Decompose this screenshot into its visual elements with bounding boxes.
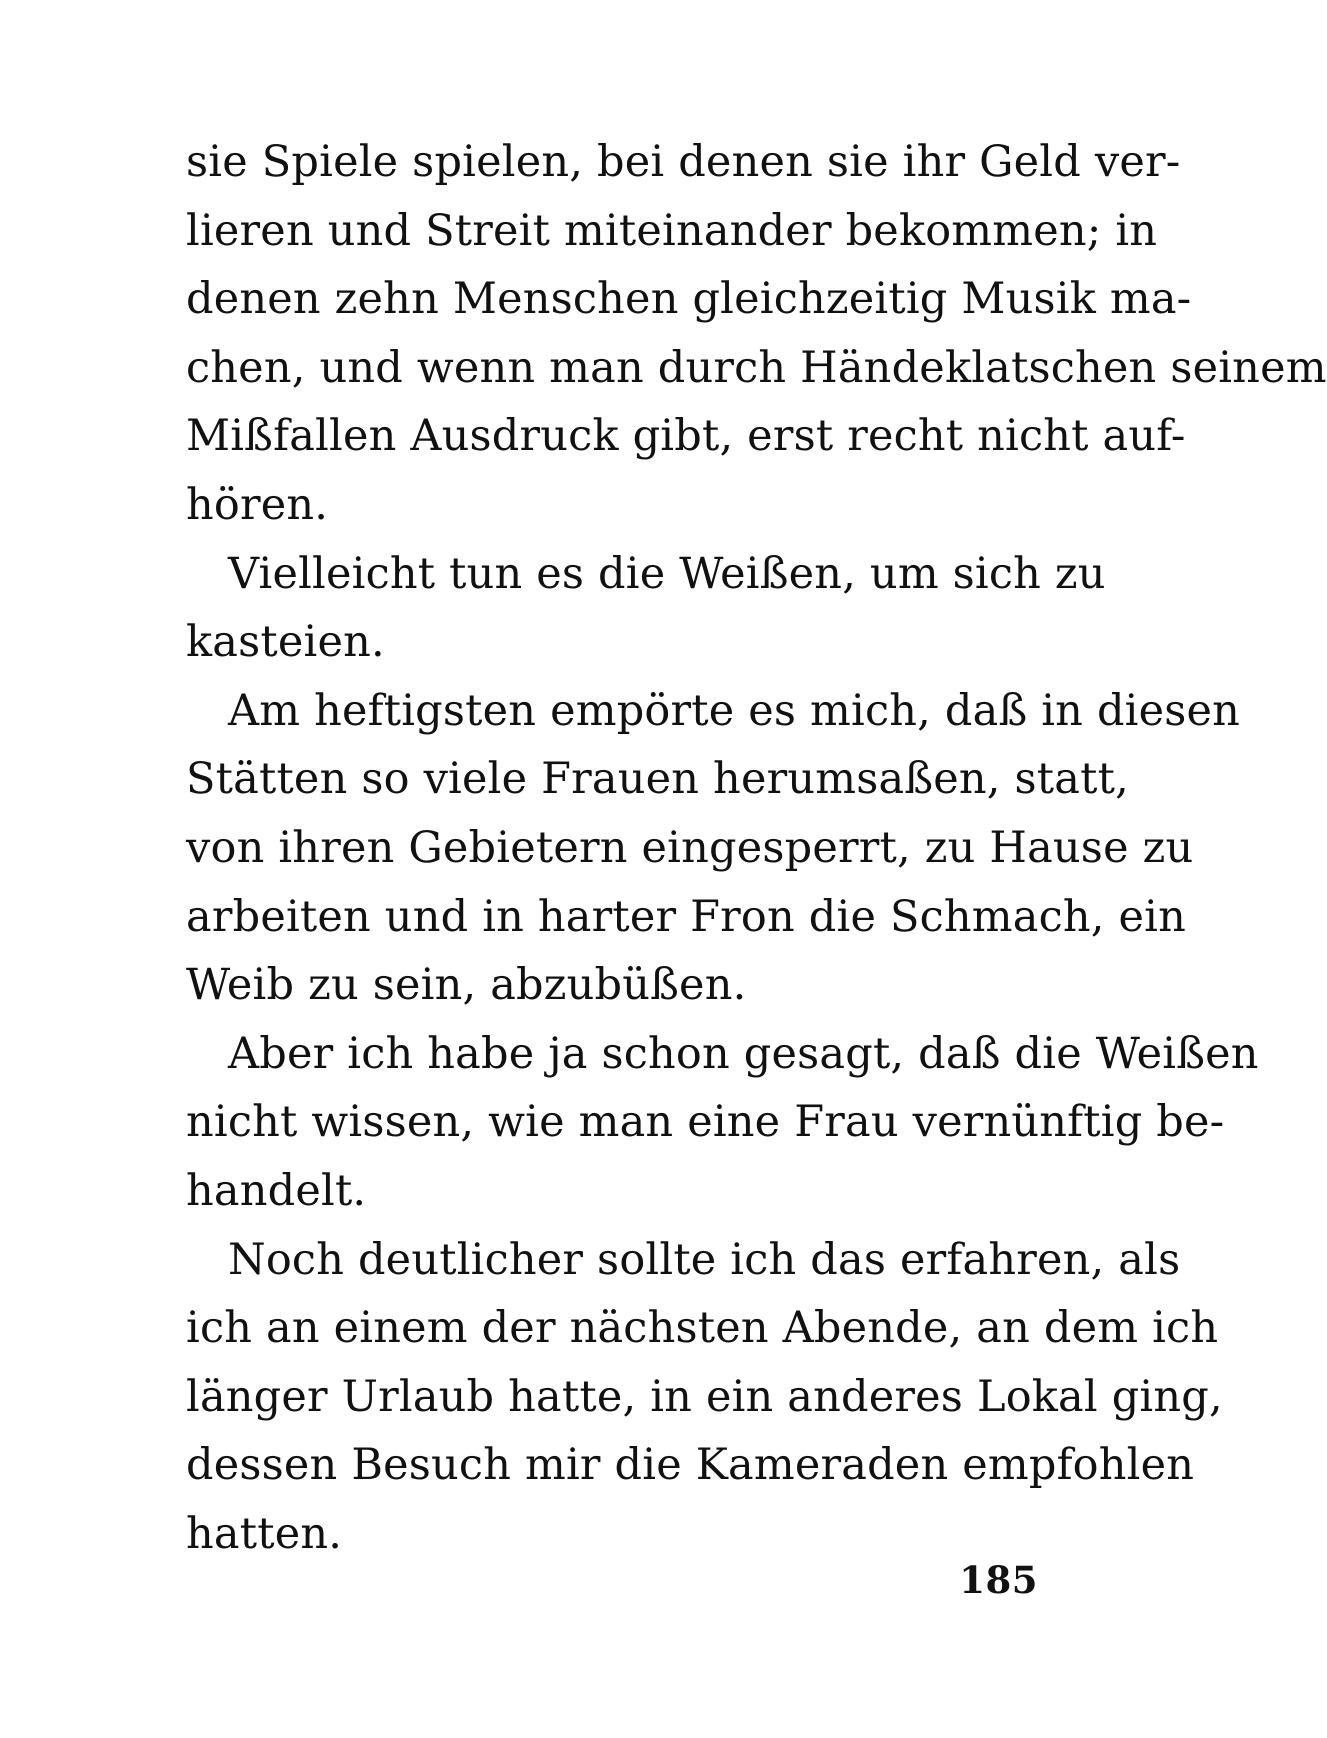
text-line: Stätten so viele Frauen herumsaßen, statt,: [186, 754, 1129, 805]
text-line: Mißfallen Ausdruck gibt, erst recht nicht auf-: [186, 411, 1186, 462]
paragraph-5: [186, 1226, 1223, 1569]
text-line: sie Spiele spielen, bei denen sie ihr Geld ver-: [186, 137, 1181, 187]
text-line: hatten.: [186, 1508, 343, 1559]
text-line: lieren und Streit miteinander bekommen; in: [186, 205, 1158, 256]
paragraph-1: [186, 128, 1327, 540]
text-line: chen, und wenn man durch Händeklatschen seinem: [186, 342, 1327, 393]
text-line: Weib zu sein, abzubüßen.: [186, 960, 747, 1011]
body-text: [186, 128, 1327, 1568]
text-line: Am heftigsten empörte es mich, daß in diesen: [228, 685, 1241, 736]
text-line: Vielleicht tun es die Weißen, um sich zu: [228, 548, 1106, 599]
text-line: Noch deutlicher sollte ich das erfahren, als: [228, 1234, 1181, 1285]
text-line: denen zehn Menschen gleichzeitig Musik ma-: [186, 274, 1192, 325]
text-line: handelt.: [186, 1165, 367, 1216]
paragraph-2: [186, 540, 1106, 677]
text-line: arbeiten und in harter Fron die Schmach, ein: [186, 891, 1187, 942]
text-line: dessen Besuch mir die Kameraden empfohlen: [186, 1440, 1195, 1491]
text-line: von ihren Gebietern eingesperrt, zu Hause zu: [186, 822, 1194, 873]
text-line: länger Urlaub hatte, in ein anderes Lokal ging,: [186, 1371, 1223, 1422]
text-line: hören.: [186, 479, 329, 530]
page-number: 185: [959, 1558, 1038, 1602]
text-line: Aber ich habe ja schon gesagt, daß die Weißen: [228, 1028, 1259, 1079]
text-line: kasteien.: [186, 617, 385, 668]
text-line: ich an einem der nächsten Abende, an dem ich: [186, 1303, 1219, 1354]
paragraph-4: [186, 1020, 1259, 1226]
text-line: nicht wissen, wie man eine Frau vernünftig be-: [186, 1097, 1225, 1148]
paragraph-3: [186, 677, 1241, 1020]
